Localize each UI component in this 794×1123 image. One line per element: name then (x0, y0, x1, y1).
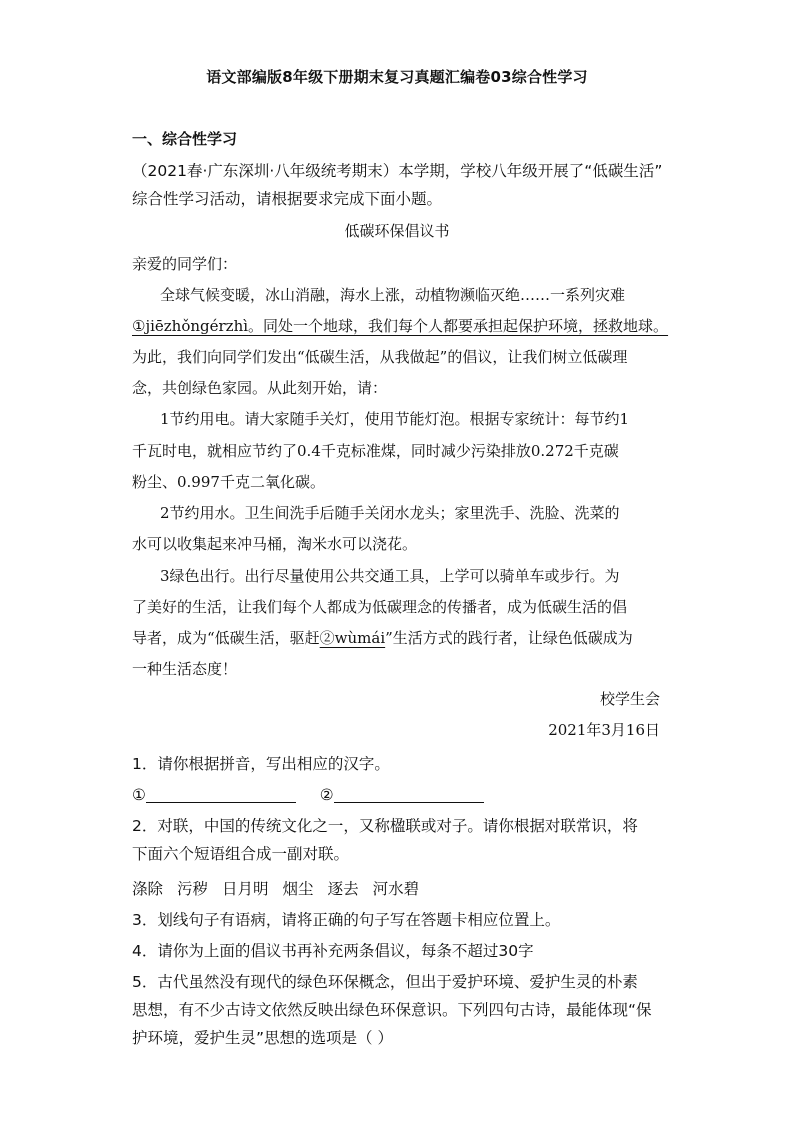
blank-label-1: ① (132, 786, 146, 804)
letter-line: 水可以收集起来冲马桶，淘米水可以浇花。 (132, 535, 418, 553)
letter-title: 低碳环保倡议书 (344, 222, 450, 240)
question-5 (132, 968, 672, 1052)
pinyin-blank-2: ②wùmái (319, 629, 386, 647)
pinyin-blank-1: ①jiēzhǒngérzhì (132, 317, 249, 335)
document-title: 语文部编版8年级下册期末复习真题汇编卷03综合性学习 (206, 68, 588, 86)
phrase: 涤除 (132, 880, 164, 898)
intro-line: （2021春·广东深圳·八年级统考期末）本学期，学校八年级开展了“低碳生活” (132, 162, 663, 180)
answer-blank-2[interactable] (334, 784, 484, 803)
letter-line: 了美好的生活，让我们每个人都成为低碳理念的传播者，成为低碳生活的倡 (132, 598, 628, 616)
letter-line: 千瓦时电，就相应节约了0.4千克标准煤，同时减少污染排放0.272千克碳 (132, 442, 619, 460)
question-line: 5．古代虽然没有现代的绿色环保概念，但出于爱护环境、爱护生灵的朴素 (132, 973, 638, 991)
question-1: 1．请你根据拼音，写出相应的汉字。 (132, 755, 390, 773)
letter-line: 全球气候变暖，冰山消融，海水上涨，动植物濒临灭绝……一系列灾难 (160, 286, 626, 304)
letter-salutation: 亲爱的同学们： (132, 255, 238, 273)
letter-text: ”生活方式的践行者，让绿色低碳成为 (385, 629, 633, 647)
question-line: 下面六个短语组合成一副对联。 (132, 845, 350, 863)
question-2 (132, 812, 672, 868)
question-3: 3．划线句子有语病，请将正确的句子写在答题卡相应位置上。 (132, 911, 561, 929)
letter-line: 2节约用水。卫生间洗手后随手关闭水龙头；家里洗手、洗脸、洗菜的 (160, 504, 620, 522)
letter-signer: 校学生会 (599, 690, 660, 708)
letter-line: 念，共创绿色家园。从此刻开始，请： (132, 379, 388, 397)
letter-line: 粉尘、0.997千克二氧化碳。 (132, 473, 325, 491)
phrase: 逐去 (327, 880, 359, 898)
phrase: 河水碧 (372, 880, 420, 898)
phrase: 污秽 (177, 880, 209, 898)
phrase: 烟尘 (282, 880, 314, 898)
intro-paragraph (132, 157, 672, 213)
couplet-phrases (132, 875, 672, 903)
phrase: 日月明 (222, 880, 269, 898)
blank-label-2: ② (319, 786, 334, 804)
question-4: 4．请你为上面的倡议书再补充两条倡议，每条不超过30字 (132, 942, 534, 960)
question-line: 护环境，爱护生灵”思想的选项是（ ） (132, 1029, 393, 1047)
answer-blanks (132, 781, 672, 809)
letter-line (132, 625, 672, 651)
question-line: 2．对联，中国的传统文化之一，又称楹联或对子。请你根据对联常识，将 (132, 817, 638, 835)
intro-line: 综合性学习活动，请根据要求完成下面小题。 (132, 190, 443, 208)
section-heading: 一、综合性学习 (132, 130, 238, 148)
question-line: 思想，有不少古诗文依然反映出绿色环保意识。下列四句古诗，最能体现“保 (132, 1001, 652, 1019)
letter-line: 一种生活态度！ (132, 660, 238, 678)
answer-blank-1[interactable] (146, 784, 296, 803)
letter-line (132, 313, 672, 339)
letter-line: 1节约用电。请大家随手关灯，使用节能灯泡。根据专家统计：每节约1 (160, 410, 630, 428)
letter-line: 3绿色出行。出行尽量使用公共交通工具，上学可以骑单车或步行。为 (160, 567, 620, 585)
letter-line: 为此，我们向同学们发出“低碳生活，从我做起”的倡议，让我们树立低碳理 (132, 348, 628, 366)
letter-date: 2021年3月16日 (548, 721, 660, 739)
letter-text: 导者，成为“低碳生活，驱赶 (132, 629, 320, 647)
flawed-sentence: 。同处一个地球，我们每个人都要承担起保护环境，拯救地球。 (248, 317, 669, 335)
